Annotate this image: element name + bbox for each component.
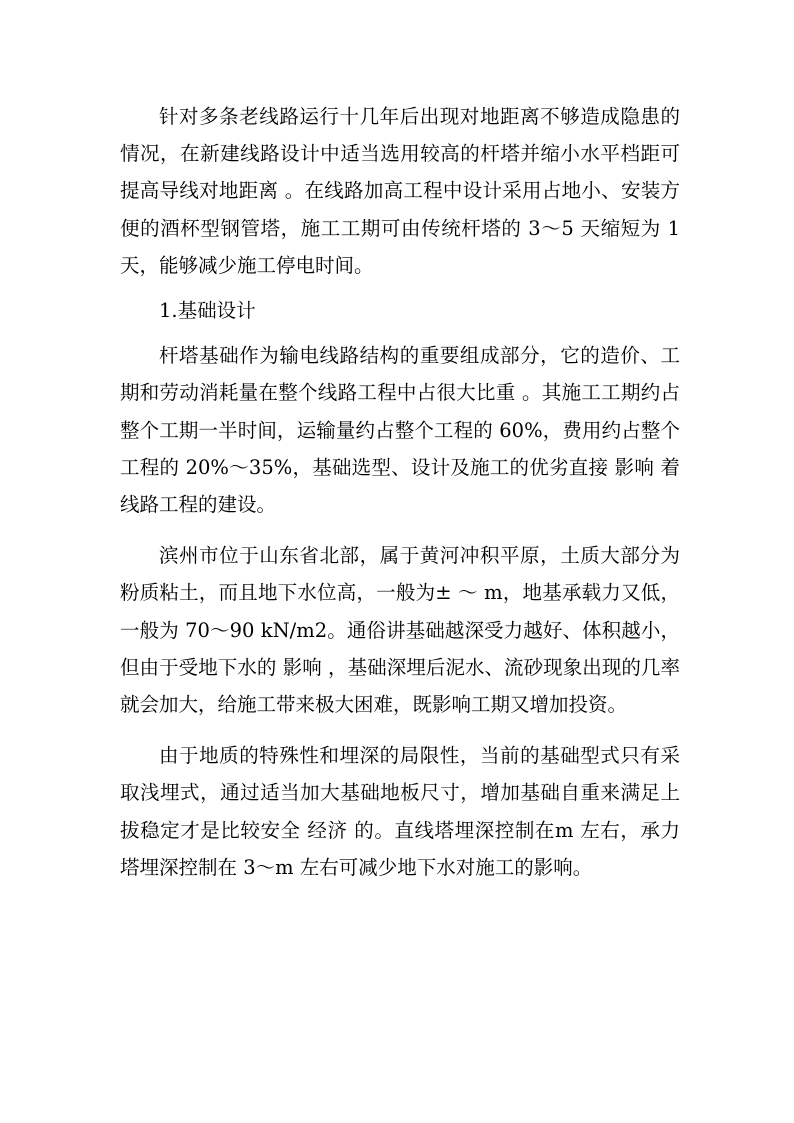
section-heading: 1.基础设计 [159,299,256,323]
paragraph-foundation-importance: 杆塔基础作为输电线路结构的重要组成部分，它的造价、工期和劳动消耗量在整个线路工程中占很大比重 。其施工工期约占整个工期一半时间，运输量约占整个工程的 60%，费用约占整个工程的 20%～35%，基础选型、设计及施工的优劣直接 影响 着线路工程的建设。 [120,344,680,517]
paragraph-shallow-foundation: 由于地质的特殊性和埋深的局限性，当前的基础型式只有采取浅埋式，通过适当加大基础地板尺寸，增加基础自重来满足上拔稳定才是比较安全 经济 的。直线塔埋深控制在m 左右，承力塔埋深控制在 3～m 左右可减少地下水对施工的影响。 [120,744,680,879]
paragraph-intro: 针对多条老线路运行十几年后出现对地距离不够造成隐患的情况，在新建线路设计中适当选用较高的杆塔并缩小水平档距可提高导线对地距离 。在线路加高工程中设计采用占地小、安装方便的酒杯型钢管塔，施工工期可由传统杆塔的 3～5 天缩短为 1 天，能够减少施工停电时间。 [120,105,680,277]
paragraph-binzhou-geology: 滨州市位于山东省北部，属于黄河冲积平原，土质大部分为粉质粘土，而且地下水位高，一般为± ～ m，地基承载力又低，一般为 70～90 kN/m2。通俗讲基础越深受力越好、体积越小，但由于受地下水的 影响 ，基础深埋后泥水、流砂现象出现的几率就会加大，给施工带来极大困难，既影响工期又增加投资。 [120,544,680,717]
document-body [120,98,680,886]
